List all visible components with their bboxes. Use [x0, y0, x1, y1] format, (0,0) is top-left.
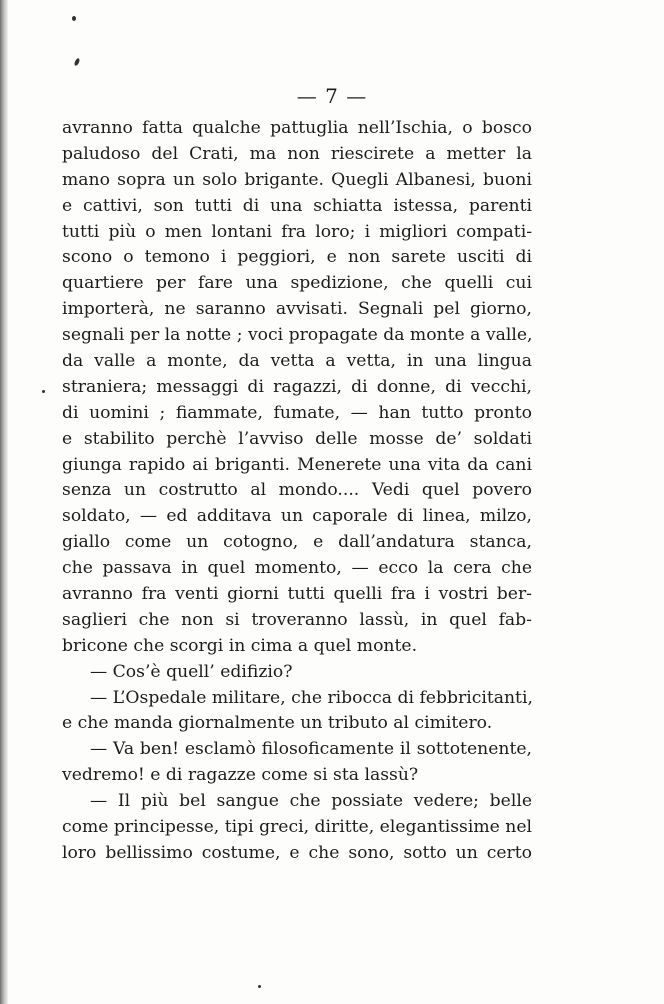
- text-line: avranno fra venti giorni tutti quelli fra i vostri ber-: [62, 584, 532, 605]
- text-line: straniera; messaggi di ragazzi, di donne, di vecchi,: [62, 376, 532, 397]
- text-line: e che manda giornalmente un tributo al cimitero.: [62, 713, 493, 734]
- text-line: da valle a monte, da vetta a vetta, in una lingua: [62, 351, 532, 372]
- text-line: e stabilito perchè l’avviso delle mosse de’ soldati: [62, 428, 532, 449]
- text-line: scono o temono i peggiori, e non sarete usciti di: [62, 247, 532, 268]
- text-line: vedremo! e di ragazze come si sta lassù?: [62, 765, 419, 786]
- ink-speck: [42, 390, 45, 393]
- text-line: mano sopra un solo brigante. Quegli Albanesi, buoni: [62, 169, 532, 190]
- text-line: bricone che scorgi in cima a quel monte.: [62, 635, 418, 656]
- text-line: giunga rapido ai briganti. Menerete una vita da cani: [62, 454, 532, 475]
- text-line: segnali per la notte ; voci propagate da monte a valle,: [62, 325, 533, 346]
- text-line: avranno fatta qualche pattuglia nell’Ischia, o bosco: [62, 118, 532, 138]
- text-line: quartiere per fare una spedizione, che quelli cui: [62, 273, 532, 294]
- ink-speck: [73, 58, 80, 67]
- text-line: — Cos’è quell’ edifizio?: [90, 661, 293, 682]
- ink-speck: [72, 16, 76, 21]
- text-line: — L’Ospedale militare, che ribocca di febbricitanti,: [90, 687, 533, 708]
- text-line: come principesse, tipi greci, diritte, elegantissime nel: [62, 817, 533, 838]
- page-number: — 7 —: [296, 84, 368, 108]
- text-line: paludoso del Crati, ma non riescirete a metter la: [62, 143, 532, 164]
- text-line: di uomini ; fiammate, fumate, — han tutto pronto: [62, 402, 532, 423]
- text-line: importerà, ne saranno avvisati. Segnali pel giorno,: [62, 299, 532, 320]
- text-line: che passava in quel momento, — ecco la cera che: [62, 558, 532, 579]
- text-line: — Va ben! esclamò filosoficamente il sottotenente,: [90, 739, 532, 760]
- text-line: saglieri che non si troveranno lassù, in quel fab-: [62, 609, 532, 630]
- text-line: tutti più o men lontani fra loro; i migliori compati-: [62, 221, 532, 242]
- text-line: — Il più bel sangue che possiate vedere; belle: [90, 791, 532, 812]
- text-line: senza un costrutto al mondo.... Vedi quel povero: [62, 480, 532, 501]
- ink-speck: [258, 985, 261, 988]
- binding-shadow: [0, 0, 8, 1004]
- text-line: giallo come un cotogno, e dall’andatura stanca,: [62, 532, 532, 553]
- text-line: loro bellissimo costume, e che sono, sotto un certo: [62, 842, 532, 863]
- body-text: [62, 116, 532, 867]
- text-line: soldato, — ed additava un caporale di linea, milzo,: [62, 506, 532, 527]
- text-line: e cattivi, son tutti di una schiatta istessa, parenti: [62, 195, 532, 216]
